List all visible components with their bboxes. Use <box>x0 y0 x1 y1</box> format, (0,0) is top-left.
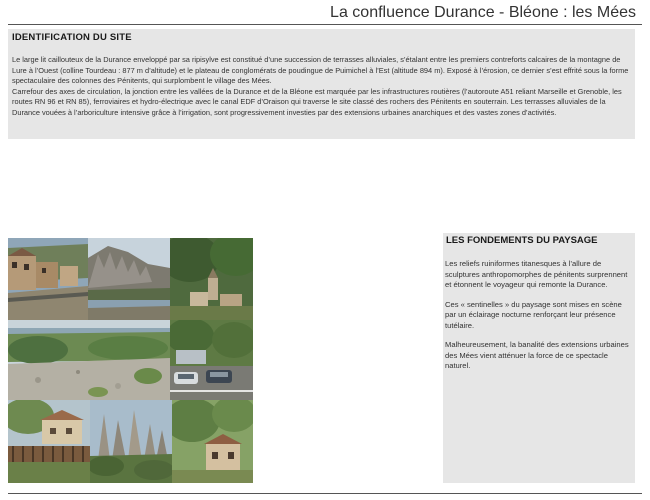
identification-section <box>8 29 635 139</box>
photo-collage <box>8 238 253 483</box>
photo-cliffs-valley <box>88 238 170 320</box>
identification-paragraph-2: Carrefour des axes de circulation, la jonction entre les vallées de la Durance et de la Bléone est marquée par les infrastructures routières (l’autoroute A51 reliant Marseille et Grenoble, les routes RN 96 et RN 85), ferroviaires et hydro-électrique avec le canal EDF d’Oraison qui traverse le site classé des rochers des Pénitents en souterrain. Les terrasses alluviales de la Durance vouées à l’arboriculture intensive grâce à l’irrigation, sont progressivement investies par des extensions urbaines anarchiques et des vastes zones d’activités. <box>12 86 622 117</box>
photo-village-houses <box>172 400 253 483</box>
photo-river-bed <box>8 320 170 400</box>
photo-parking-cars <box>170 320 253 400</box>
fondements-heading: LES FONDEMENTS DU PAYSAGE <box>446 235 598 246</box>
photo-penitents-rocks <box>90 400 172 483</box>
photo-houses-fence <box>8 400 90 483</box>
fondements-text <box>445 259 633 381</box>
identification-text <box>12 55 632 118</box>
fondements-paragraph-2: Ces « sentinelles » du paysage sont mises en scène par un éclairage nocturne renforçant leur présence tutélaire. <box>445 299 622 330</box>
photo-village-road <box>8 238 88 320</box>
page-title: La confluence Durance - Bléone : les Mées <box>330 4 636 21</box>
photo-hilltop-village <box>170 238 253 320</box>
top-rule <box>8 24 642 25</box>
bottom-rule <box>8 493 642 494</box>
fondements-paragraph-3: Malheureusement, la banalité des extensions urbaines des Mées vient atténuer la force de ce spectacle naturel. <box>445 340 629 370</box>
identification-heading: IDENTIFICATION DU SITE <box>12 32 132 43</box>
fondements-paragraph-1: Les reliefs ruiniformes titanesques à l’allure de sculptures anthropomorphes de pénitents surprennent et étonnent le voyageur qui remonte la Durance. <box>445 259 628 289</box>
fondements-section <box>443 233 635 483</box>
identification-paragraph-1: Le large lit caillouteux de la Durance enveloppé par sa ripisylve est constitué d’une succession de terrasses alluviales, s’étalant entre les premiers contreforts calcaires de la montagne de Lure à l’Ouest (colline Tourdeau : 877 m d’altitude) et le plateau de conglomérats de poudingue de Puimichel à l’Est (altitude 894 m). Exposé à l’érosion, ce dernier s’est effrité sous la forme spectaculaire des colonnes des Pénitents, qui surplombent le village des Mées. <box>12 55 629 85</box>
